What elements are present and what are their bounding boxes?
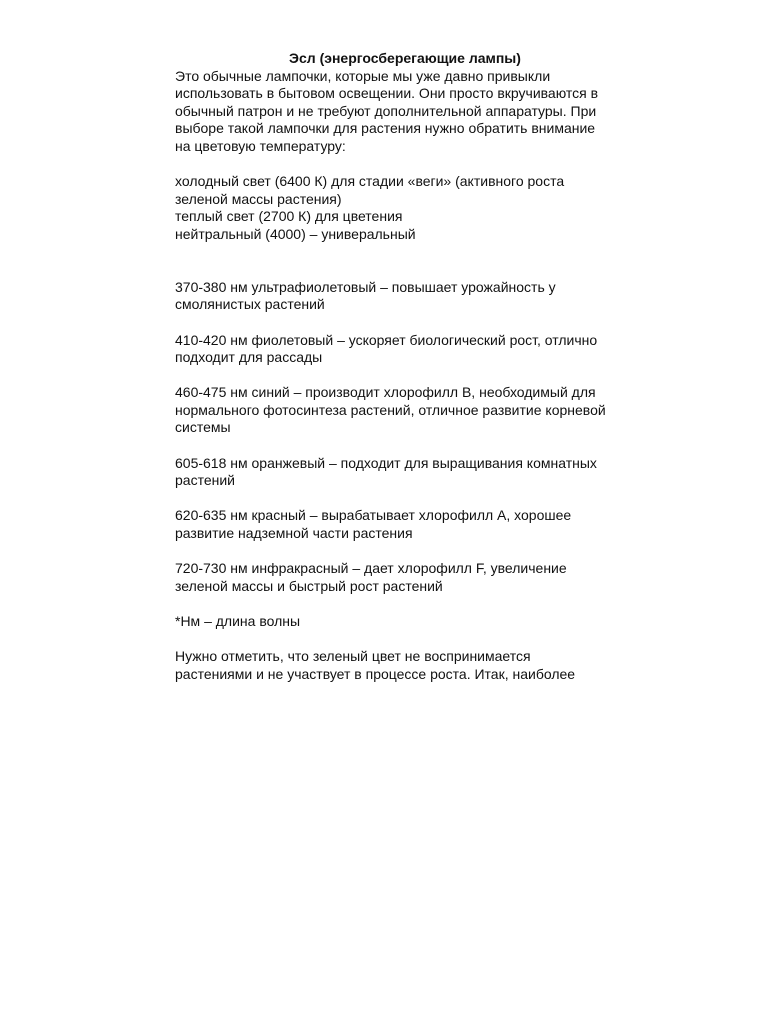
spectrum-red <box>175 507 635 542</box>
spectrum-orange <box>175 455 635 490</box>
temperature-line: нейтральный (4000) – универальный <box>175 225 416 242</box>
footnote-line: *Нм – длина волны <box>175 613 301 629</box>
spectrum-line: 720-730 нм инфракрасный – дает хлорофилл F, увеличение <box>175 560 567 577</box>
spectrum-line: системы <box>175 419 231 436</box>
document-page <box>175 50 635 683</box>
spectrum-line: смолянистых растений <box>175 296 325 313</box>
intro-line: использовать в бытовом освещении. Они просто вкручиваются в <box>175 85 599 102</box>
spacer <box>175 367 635 385</box>
footnote <box>175 613 635 631</box>
spectrum-line: 370-380 нм ультрафиолетовый – повышает урожайность у <box>175 278 556 295</box>
spacer <box>175 543 635 561</box>
spectrum-line: 620-635 нм красный – вырабатывает хлорофилл А, хорошее <box>175 507 572 524</box>
spectrum-line: подходит для рассады <box>175 349 323 366</box>
intro-line: обычный патрон и не требуют дополнительной аппаратуры. При <box>175 102 597 119</box>
spectrum-violet <box>175 332 635 367</box>
spacer <box>175 437 635 455</box>
spacer <box>175 314 635 332</box>
intro-line: на цветовую температуру: <box>175 137 346 154</box>
color-temperature-list <box>175 173 635 243</box>
closing-line: растениями и не участвует в процессе роста. Итак, наиболее <box>175 665 576 682</box>
temperature-line: теплый свет (2700 К) для цветения <box>175 208 403 225</box>
spectrum-line: нормального фотосинтеза растений, отличное развитие корневой <box>175 401 606 418</box>
intro-line: выборе такой лампочки для растения нужно обратить внимание <box>175 120 596 137</box>
spectrum-blue <box>175 384 635 437</box>
spectrum-line: 410-420 нм фиолетовый – ускоряет биологический рост, отлично <box>175 331 598 348</box>
intro-paragraph <box>175 68 635 156</box>
temperature-line: холодный свет (6400 К) для стадии «веги» (активного роста <box>175 173 565 190</box>
intro-line: Это обычные лампочки, которые мы уже давно привыкли <box>175 67 551 84</box>
temperature-line: зеленой массы растения) <box>175 190 342 207</box>
spectrum-infrared <box>175 560 635 595</box>
spectrum-line: 605-618 нм оранжевый – подходит для выращивания комнатных <box>175 454 597 471</box>
spacer <box>175 244 635 279</box>
spacer <box>175 631 635 649</box>
document-title: Эсл (энергосберегающие лампы) <box>289 50 521 66</box>
spacer <box>175 595 635 613</box>
spectrum-line: зеленой массы и быстрый рост растений <box>175 577 443 594</box>
spectrum-uv <box>175 279 635 314</box>
spectrum-line: растений <box>175 472 235 489</box>
spectrum-line: развитие надземной части растения <box>175 525 413 542</box>
closing-paragraph <box>175 648 635 683</box>
closing-line: Нужно отметить, что зеленый цвет не воспринимается <box>175 648 531 665</box>
spacer <box>175 490 635 508</box>
spectrum-line: 460-475 нм синий – производит хлорофилл В, необходимый для <box>175 384 596 401</box>
spacer <box>175 156 635 174</box>
